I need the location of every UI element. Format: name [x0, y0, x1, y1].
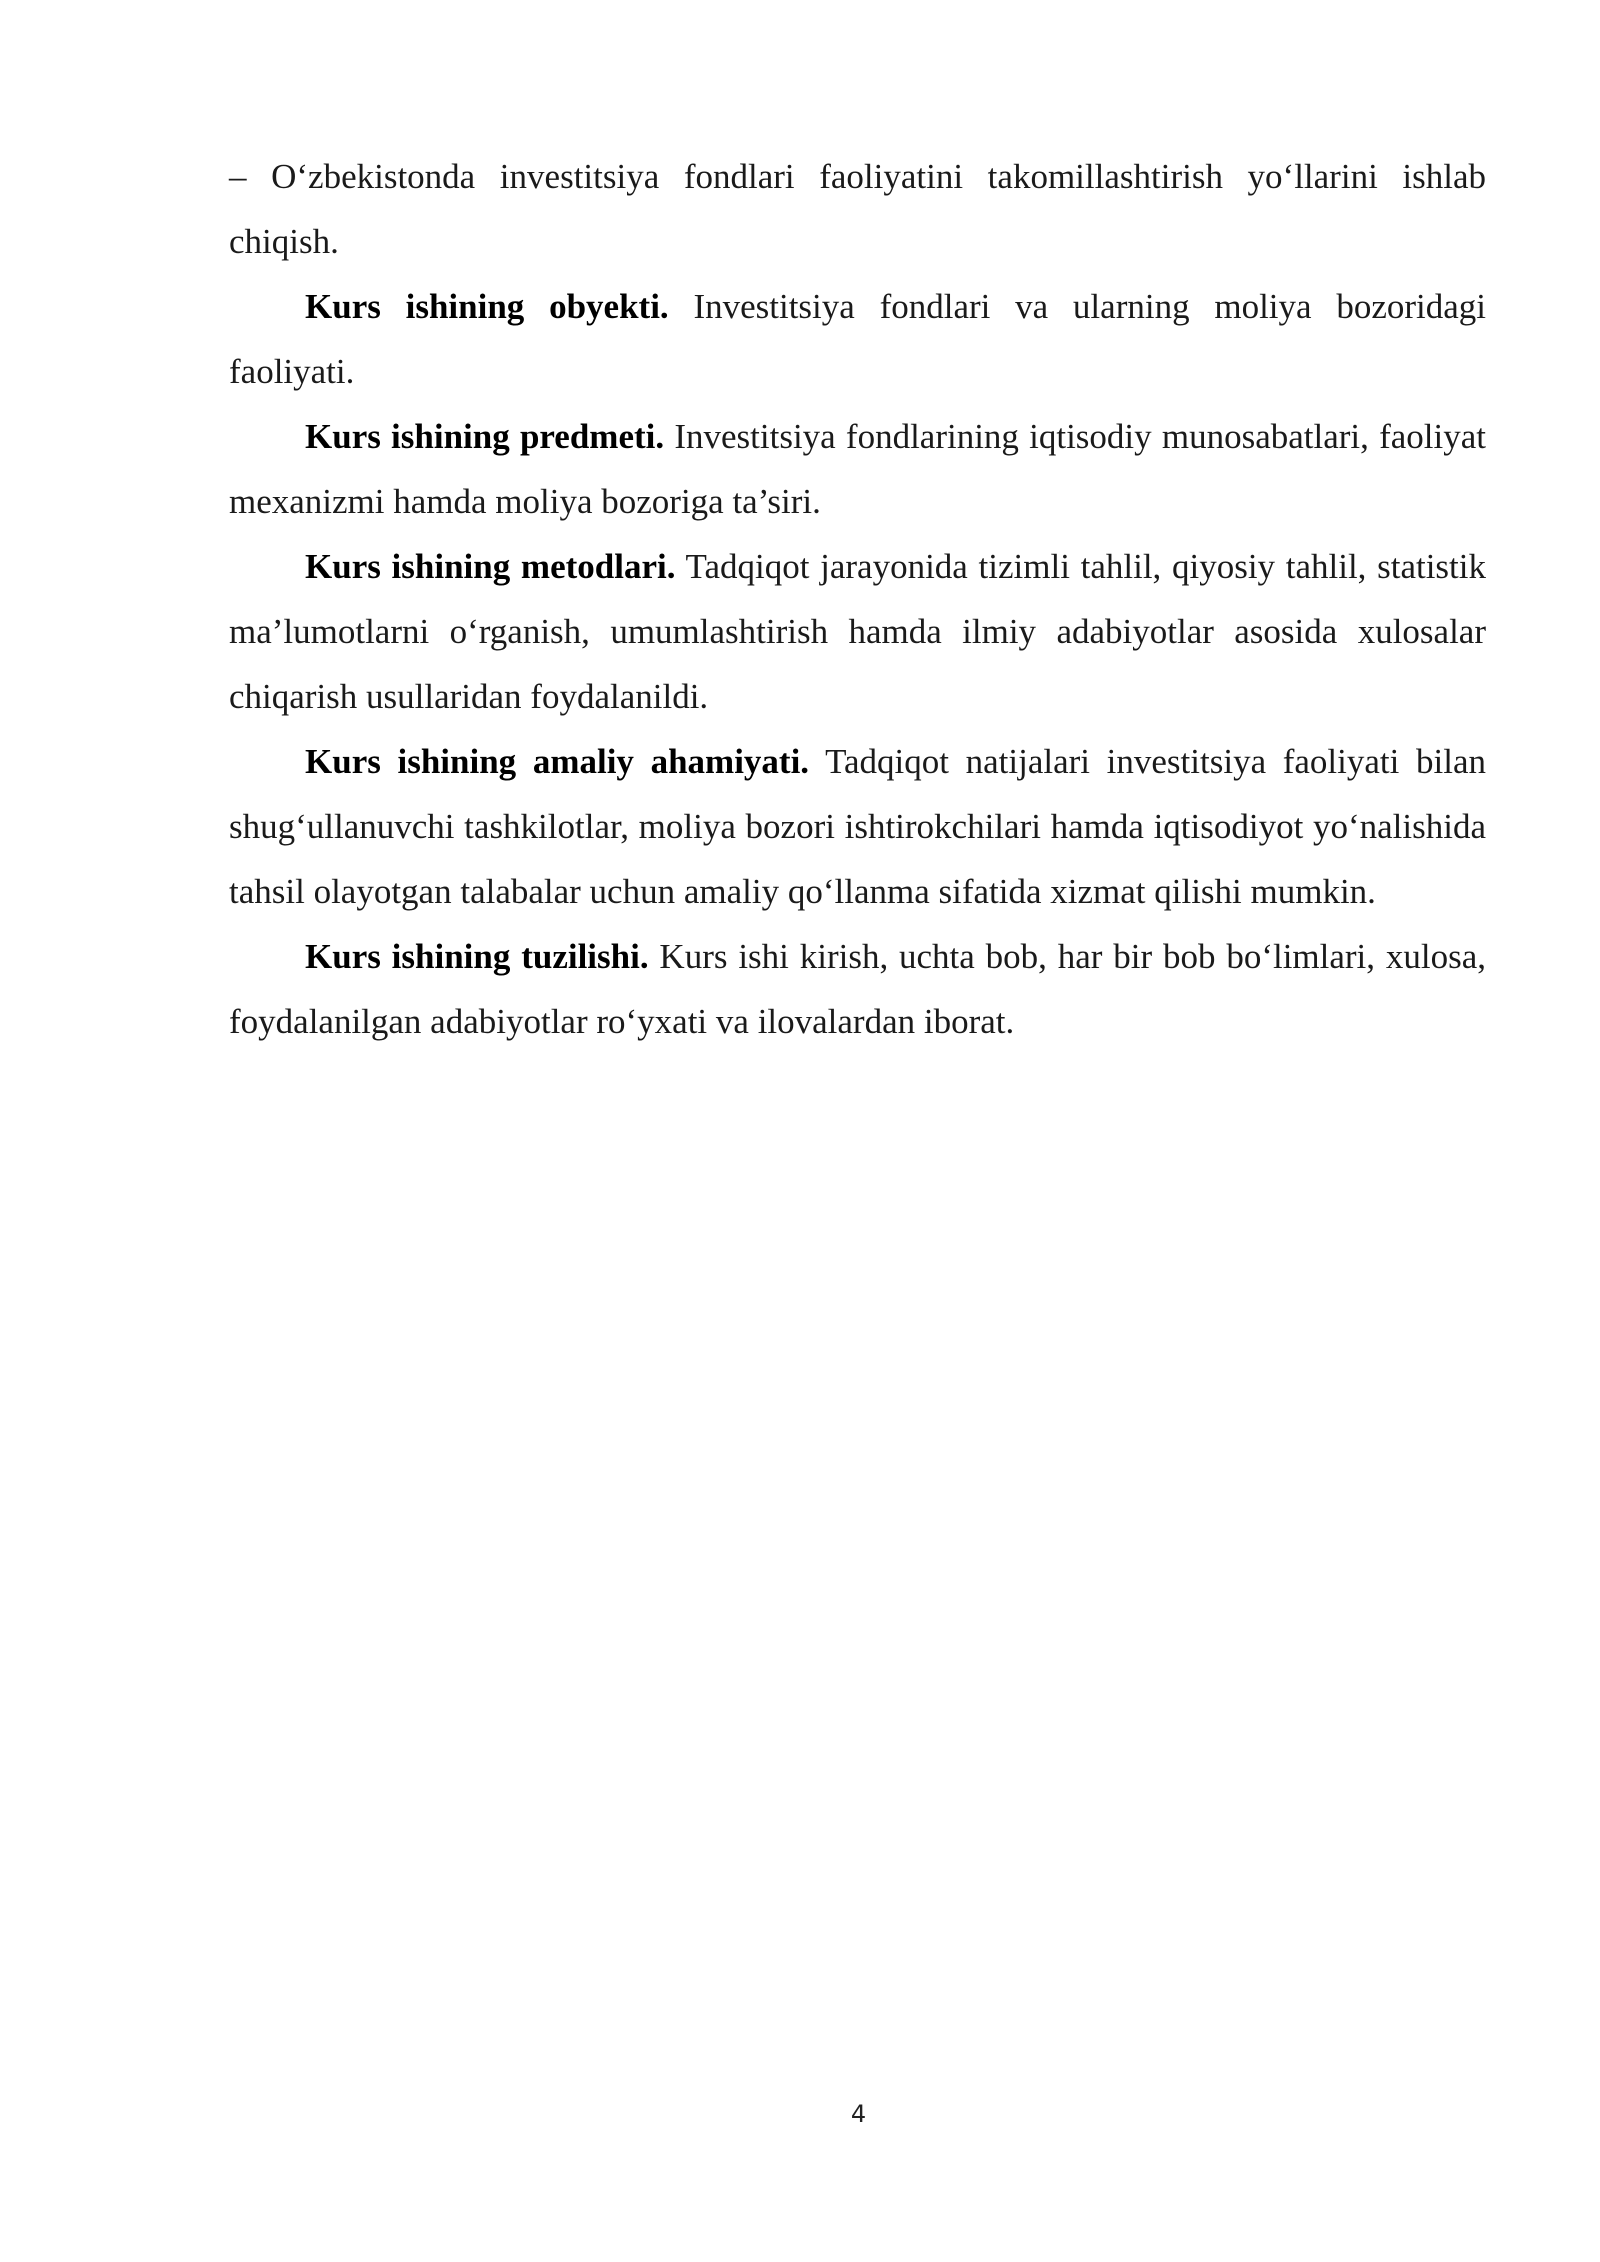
paragraph-text: Investitsiya fondlari va ularning moliya bozoridagi faoliyati. — [229, 287, 1486, 391]
paragraph-heading: Kurs ishining obyekti. — [305, 287, 669, 326]
paragraph-text: Kurs ishi kirish, uchta bob, har bir bob bo‘limlari, xulosa, foydalanilgan adabiyotlar ro‘yxati va ilovalardan iborat. — [229, 937, 1486, 1041]
paragraph-text: Tadqiqot natijalari investitsiya faoliyati bilan shug‘ullanuvchi tashkilotlar, moliya bozori ishtirokchilari hamda iqtisodiyot yo‘nalishida tahsil olayotgan talabalar uchun amaliy qo‘llanma sifatida xizmat qilishi mumkin. — [229, 742, 1486, 911]
body-text — [229, 144, 1486, 1054]
paragraph-heading: Kurs ishining metodlari. — [305, 547, 676, 586]
paragraph-object — [229, 274, 1486, 404]
paragraph-structure — [229, 924, 1486, 1054]
paragraph-goal-item — [229, 144, 1486, 274]
paragraph-text: Investitsiya fondlarining iqtisodiy munosabatlari, faoliyat mexanizmi hamda moliya bozoriga ta’siri. — [229, 417, 1486, 521]
paragraph-subject — [229, 404, 1486, 534]
paragraph-text: – O‘zbekistonda investitsiya fondlari faoliyatini takomillashtirish yo‘llarini ishlab chiqish. — [229, 157, 1486, 261]
paragraph-heading: Kurs ishining predmeti. — [305, 417, 665, 456]
paragraph-heading: Kurs ishining tuzilishi. — [305, 937, 649, 976]
paragraph-methods — [229, 534, 1486, 729]
paragraph-text: Tadqiqot jarayonida tizimli tahlil, qiyosiy tahlil, statistik ma’lumotlarni o‘rganish, umumlashtirish hamda ilmiy adabiyotlar asosida xulosalar chiqarish usullaridan foydalanildi. — [229, 547, 1487, 716]
paragraph-heading: Kurs ishining amaliy ahamiyati. — [305, 742, 810, 781]
page-number: 4 — [850, 2100, 867, 2128]
paragraph-practical-significance — [229, 729, 1486, 924]
